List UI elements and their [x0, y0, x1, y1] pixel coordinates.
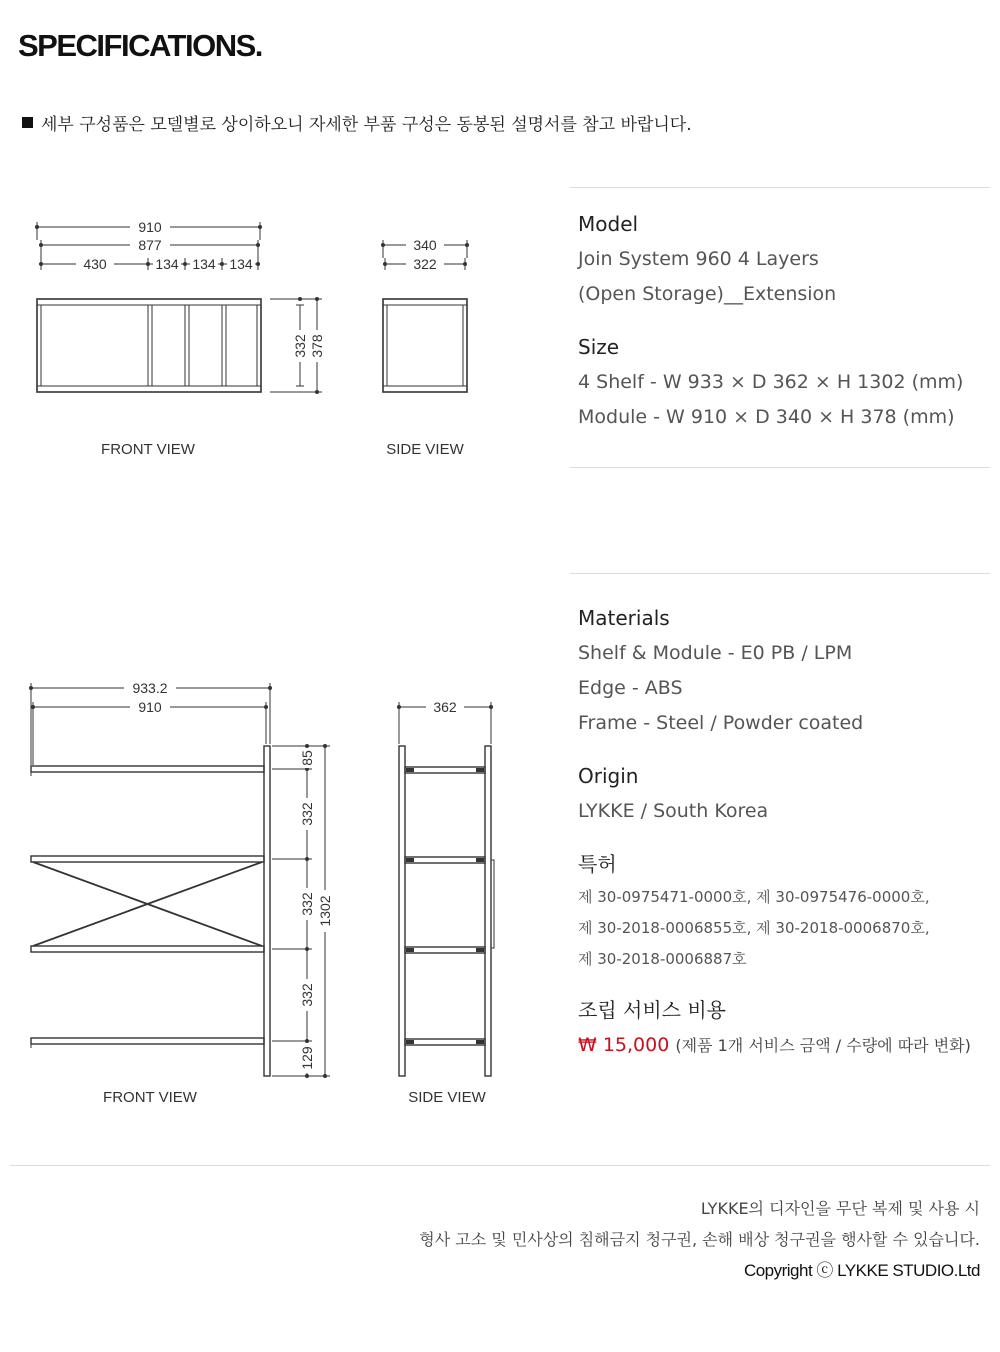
dim-shelf-inner: 910 — [138, 699, 162, 715]
dim-shelf-bottom: 129 — [299, 1046, 315, 1070]
footer-divider — [10, 1165, 990, 1166]
patent-heading: 특허 — [578, 852, 617, 876]
origin-section — [578, 759, 993, 829]
dim-shelf-total-h: 1302 — [317, 895, 333, 927]
spec-block-bottom — [578, 601, 993, 1081]
divider — [570, 573, 990, 574]
origin-heading: Origin — [578, 764, 639, 788]
shelf-diagram — [0, 670, 560, 1110]
dim-front-total: 910 — [138, 219, 162, 235]
dim-shelf-gap1: 332 — [299, 802, 315, 826]
model-section — [578, 207, 993, 312]
dim-shelf-gap2: 332 — [299, 892, 315, 916]
service-section — [578, 993, 993, 1063]
footer-line-1: LYKKE의 디자인을 무단 복제 및 사용 시 — [700, 1199, 980, 1218]
dim-side-inner: 322 — [413, 256, 437, 272]
spec-block-top — [578, 207, 993, 453]
patent-line-2: 제 30-2018-0006855호, 제 30-2018-0006870호, — [578, 919, 930, 937]
copyright: Copyright ⓒ LYKKE STUDIO.Ltd — [743, 1261, 980, 1280]
model-line-2: (Open Storage)__Extension — [578, 283, 837, 305]
dim-side-outer: 340 — [413, 237, 437, 253]
module-front-view-label: FRONT VIEW — [101, 441, 195, 458]
dim-shelf-gap3: 332 — [299, 983, 315, 1007]
shelf-front-view-label: FRONT VIEW — [103, 1089, 197, 1106]
shelf-side-view-label: SIDE VIEW — [408, 1089, 486, 1106]
notice-text: 세부 구성품은 모델별로 상이하오니 자세한 부품 구성은 동봉된 설명서를 참고 바랍니다. — [41, 115, 692, 135]
patent-line-1: 제 30-0975471-0000호, 제 30-0975476-0000호, — [578, 888, 930, 906]
dim-front-left: 430 — [83, 256, 107, 272]
square-bullet-icon — [22, 117, 33, 128]
origin-line-1: LYKKE / South Korea — [578, 800, 769, 822]
size-line-1: 4 Shelf - W 933 × D 362 × H 1302 (mm) — [578, 371, 964, 393]
size-heading: Size — [578, 335, 620, 359]
dim-front-c1: 134 — [155, 256, 179, 272]
materials-heading: Materials — [578, 606, 670, 630]
dim-shelf-depth: 362 — [433, 699, 457, 715]
materials-line-2: Edge - ABS — [578, 677, 683, 699]
divider — [570, 187, 990, 188]
dim-front-inner-h: 332 — [292, 334, 308, 358]
footer — [419, 1193, 980, 1286]
dim-front-c2: 134 — [192, 256, 216, 272]
materials-line-1: Shelf & Module - E0 PB / LPM — [578, 642, 853, 664]
dim-shelf-outer: 933.2 — [132, 680, 168, 696]
notice — [22, 110, 692, 135]
module-side-view-label: SIDE VIEW — [386, 441, 464, 458]
page-title: SPECIFICATIONS. — [18, 28, 262, 63]
size-section — [578, 330, 993, 435]
module-diagram — [0, 200, 560, 480]
dim-front-c3: 134 — [229, 256, 253, 272]
dim-shelf-top: 85 — [299, 750, 315, 766]
service-price: ₩ 15,000 — [578, 1034, 670, 1056]
size-line-2: Module - W 910 × D 340 × H 378 (mm) — [578, 406, 955, 428]
materials-section — [578, 601, 993, 741]
divider — [570, 467, 990, 468]
materials-line-3: Frame - Steel / Powder coated — [578, 712, 864, 734]
service-note: (제품 1개 서비스 금액 / 수량에 따라 변화) — [675, 1036, 971, 1055]
service-heading: 조립 서비스 비용 — [578, 998, 726, 1022]
footer-line-2: 형사 고소 및 민사상의 침해금지 청구권, 손해 배상 청구권을 행사할 수 있습니다. — [419, 1230, 980, 1249]
model-line-1: Join System 960 4 Layers — [578, 248, 819, 270]
patent-line-3: 제 30-2018-0006887호 — [578, 950, 747, 968]
dim-front-outer-h: 378 — [309, 334, 325, 358]
model-heading: Model — [578, 212, 639, 236]
dim-front-inner: 877 — [138, 237, 162, 253]
patent-section — [578, 847, 993, 975]
